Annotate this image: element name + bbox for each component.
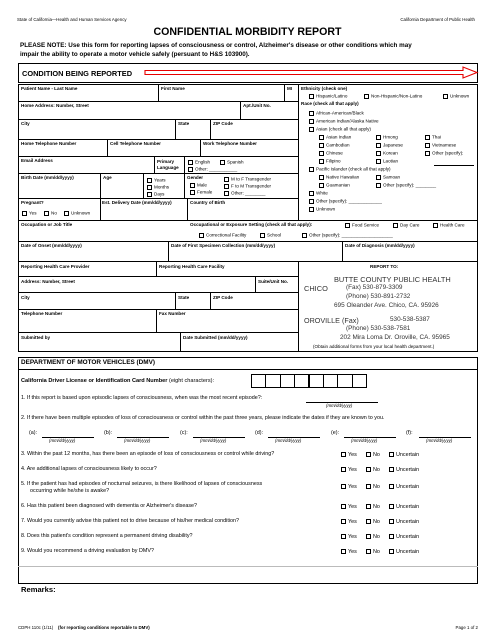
dmv-header: DEPARTMENT OF MOTOR VEHICLES (DMV) [21, 359, 155, 366]
date-a-format: (mm/dd/yyyy) [49, 438, 76, 443]
first-name-label: First Name [161, 86, 185, 91]
notice-line-2: impair the ability to operate a motor vehicle safely (persuant to H&S 103900). [20, 51, 250, 58]
question-3: 3. Within the past 12 months, has there been an episode of loss of consciousness or control while driving? [21, 451, 275, 457]
age-label: Age [103, 175, 112, 180]
m-to-f-option[interactable]: M to F Transgender [224, 177, 271, 182]
samoan-option[interactable]: Samoan [376, 175, 400, 180]
food-service-option[interactable]: Food Service [345, 223, 379, 228]
race-african-american-option[interactable]: African-American/Black [309, 111, 364, 116]
guamanian-option[interactable]: Guamanian [319, 183, 350, 188]
race-white-option[interactable]: White [309, 191, 328, 196]
mi-label: MI [287, 86, 293, 91]
primary-language-label: Primary [157, 159, 175, 164]
asian-indian-option[interactable]: Asian Indian [319, 135, 351, 140]
provider-state-label: State [178, 295, 190, 300]
q3-uncertain-option[interactable]: Uncertain [389, 452, 419, 458]
other-gender-option[interactable]: Other: ________ [224, 191, 265, 196]
q5-no-option[interactable]: No [366, 484, 380, 490]
submitted-by-label: Submitted by [21, 335, 51, 340]
page-number: Page 1 of 2 [455, 625, 478, 630]
health-care-option[interactable]: Health Care [433, 223, 465, 228]
date-f-format: (mm/dd/yyyy) [426, 438, 453, 443]
last-name-label: Patient Name - Last Name [21, 86, 78, 91]
condition-label: CONDITION BEING REPORTED [22, 69, 133, 78]
chico-phone: (Phone) 530-891-2732 [346, 293, 411, 300]
question-6: 6. Has this patient been diagnosed with dementia or Alzheimer's disease? [21, 503, 198, 509]
date-e-label: (e): [331, 430, 340, 436]
reporting-facility-label: Reporting Health Care Facility [159, 264, 225, 269]
provider-address-label: Address: Number, Street [21, 279, 75, 284]
day-care-option[interactable]: Day Care [393, 223, 419, 228]
chico-fax: (Fax) 530-879-3309 [346, 284, 403, 291]
delivery-date-label: Est. Delivery Date (mm/dd/yyyy) [102, 200, 172, 205]
asian-other-option[interactable]: Other (specify): [425, 151, 463, 156]
q6-no-option[interactable]: No [366, 504, 380, 510]
q4-uncertain-option[interactable]: Uncertain [389, 467, 419, 473]
red-arrow-icon [141, 66, 481, 79]
race-other-option[interactable]: Other (specify): _____________ [309, 199, 382, 204]
q8-yes-option[interactable]: Yes [341, 534, 357, 540]
question-8: 8. Does this patient's condition represent a permanent driving disability? [21, 533, 193, 539]
date-c-format: (mm/dd/yyyy) [200, 438, 227, 443]
occupation-label: Occupation or Job Title [21, 222, 73, 227]
q7-yes-option[interactable]: Yes [341, 519, 357, 525]
pregnant-label: Pregnant? [21, 200, 44, 205]
language-label: Language [157, 165, 179, 170]
notice-line-1: PLEASE NOTE: Use this form for reporting lapses of consciousness or control, Alzheimer's disease or other conditions which may [20, 42, 412, 49]
date-d-format: (mm/dd/yyyy) [275, 438, 302, 443]
cell-phone-label: Cell Telephone Number [110, 141, 161, 146]
reporting-provider-label: Reporting Health Care Provider [21, 264, 90, 269]
english-option[interactable]: English [188, 160, 210, 165]
ethnicity-unknown-option[interactable]: Unknown [443, 94, 469, 99]
years-option[interactable]: Years [147, 178, 166, 183]
question-9: 9. Would you recommend a driving evaluation by DMV? [21, 548, 154, 554]
question-4: 4. Are additional lapses of consciousness likely to occur? [21, 466, 157, 472]
state-label: State [178, 121, 190, 126]
correctional-option[interactable]: Correctional Facility [199, 233, 246, 238]
q8-uncertain-option[interactable]: Uncertain [389, 534, 419, 540]
exposure-label: Occupational or Exposure Setting (check all that apply): [190, 222, 313, 227]
days-option[interactable]: Days [147, 192, 164, 197]
q4-no-option[interactable]: No [366, 467, 380, 473]
page-title: CONFIDENTIAL MORBIDITY REPORT [153, 26, 342, 38]
agency-header: State of California—Health and Human Services Agency [17, 17, 127, 22]
oroville-label: OROVILLE (Fax) [304, 316, 359, 325]
pi-other-option[interactable]: Other (specify): ________ [376, 183, 436, 188]
months-option[interactable]: Months [147, 185, 169, 190]
korean-option[interactable]: Korean [376, 151, 398, 156]
ethnicity-label: Ethnicity (check one) [301, 86, 348, 91]
f-to-m-option[interactable]: F to M Transgender [224, 184, 271, 189]
license-label: California Driver License or Identification Card Number (eight characters): [21, 378, 215, 384]
q9-uncertain-option[interactable]: Uncertain [389, 549, 419, 555]
provider-zip-label: ZIP Code [213, 295, 233, 300]
q7-no-option[interactable]: No [366, 519, 380, 525]
question-2: 2. If there have been multiple episodes of loss of consciousness or control within the past three years, please indicate the dates if they are known to you. [21, 415, 385, 421]
footer-note: (for reporting conditions reportable to DMV) [58, 625, 150, 630]
pregnant-unknown-option[interactable]: Unknown [64, 211, 90, 216]
oroville-phone: (Phone) 530-538-7581 [346, 325, 411, 332]
provider-phone-label: Telephone Number [21, 311, 63, 316]
exposure-other-option[interactable]: Other (specify): ____________________ [302, 233, 393, 238]
zip-label: ZIP Code [213, 121, 233, 126]
pregnant-no-option[interactable]: No [44, 211, 57, 216]
hispanic-option[interactable]: Hispanic/Latino [309, 94, 347, 99]
date-a-label: (a): [29, 430, 38, 436]
q9-no-option[interactable]: No [366, 549, 380, 555]
school-option[interactable]: School [260, 233, 281, 238]
filipino-option[interactable]: Filipino [319, 159, 341, 164]
question-7: 7. Would you currently advise this patient not to drive because of his/her medical condition? [21, 518, 240, 524]
q9-yes-option[interactable]: Yes [341, 549, 357, 555]
date-b-label: (b): [104, 430, 113, 436]
suite-label: Suite/Unit No. [258, 279, 289, 284]
provider-fax-label: Fax Number [159, 311, 186, 316]
q7-uncertain-option[interactable]: Uncertain [389, 519, 419, 525]
date-c-label: (c): [180, 430, 188, 436]
date-d-label: (d): [255, 430, 264, 436]
question-1: 1. If this report is based upon episodic lapses of consciousness, when was the most recent episode?: [21, 395, 263, 401]
provider-city-label: City [21, 295, 30, 300]
q6-uncertain-option[interactable]: Uncertain [389, 504, 419, 510]
onset-date-label: Date of Onset (mm/dd/yyyy) [21, 243, 82, 248]
male-option[interactable]: Male [190, 183, 207, 188]
department-header: California Department of Public Health [400, 17, 475, 22]
laotian-option[interactable]: Laotian [376, 159, 398, 164]
oroville-address: 202 Mira Loma Dr. Oroville, CA. 95965 [340, 334, 450, 341]
oroville-fax: 530-538-5387 [390, 316, 430, 323]
home-address-label: Home Address: Number, Street [21, 103, 89, 108]
race-asian-option[interactable]: Asian (check all that apply) [309, 127, 371, 132]
remarks-label: Remarks: [21, 585, 56, 594]
q5-uncertain-option[interactable]: Uncertain [389, 484, 419, 490]
vietnamese-option[interactable]: Vietnamese [425, 143, 456, 148]
q6-yes-option[interactable]: Yes [341, 504, 357, 510]
female-option[interactable]: Female [190, 190, 212, 195]
apt-label: Apt./Unit No. [243, 103, 271, 108]
gender-label: Gender [187, 175, 204, 180]
q1-date-format: (mm/dd/yyyy) [326, 403, 353, 408]
date-b-format: (mm/dd/yyyy) [124, 438, 151, 443]
hmong-option[interactable]: Hmong [376, 135, 398, 140]
report-agency: BUTTE COUNTY PUBLIC HEALTH [334, 275, 451, 284]
email-label: Email Address [21, 158, 53, 163]
q8-no-option[interactable]: No [366, 534, 380, 540]
birth-date-label: Birth Date (mm/dd/yyyy) [21, 175, 74, 180]
home-phone-label: Home Telephone Number [21, 141, 77, 146]
additional-forms-note: (Obtain additional forms from your local health department.) [313, 344, 435, 349]
specimen-date-label: Date of First Specimen Collection (mm/dd/yyyy) [171, 243, 276, 248]
remarks-input[interactable] [60, 582, 478, 622]
race-unknown-option[interactable]: Unknown [309, 207, 335, 212]
non-hispanic-option[interactable]: Non-Hispanic/Non-Latino [364, 94, 422, 99]
pregnant-yes-option[interactable]: Yes [22, 211, 37, 216]
report-to-label: REPORT TO: [370, 264, 399, 269]
question-5-line-2: occurring while he/she is awake? [30, 488, 110, 494]
q5-yes-option[interactable]: Yes [341, 484, 357, 490]
chico-label: CHICO [304, 284, 328, 293]
native-hawaiian-option[interactable]: Native Hawaiian [319, 175, 359, 180]
japanese-option[interactable]: Japanese [376, 143, 403, 148]
date-f-label: (f): [406, 430, 413, 436]
cambodian-option[interactable]: Cambodian [319, 143, 350, 148]
question-5-line-1: 5. If the patient has had episodes of nocturnal seizures, is there likelihood of lapses of consciousness [21, 481, 263, 487]
chinese-option[interactable]: Chinese [319, 151, 343, 156]
race-pacific-islander-option[interactable]: Pacific Islander (check all that apply) [309, 167, 391, 172]
q3-no-option[interactable]: No [366, 452, 380, 458]
race-american-indian-option[interactable]: American Indian/Alaska Native [309, 119, 379, 124]
race-label: Race (check all that apply) [301, 101, 359, 106]
city-label: City [21, 121, 30, 126]
date-submitted-label: Date Submitted (mm/dd/yyyy) [183, 335, 248, 340]
form-number: CDPH 110c (1/11) [18, 625, 54, 630]
q4-yes-option[interactable]: Yes [341, 467, 357, 473]
spanish-option[interactable]: Spanish [220, 160, 244, 165]
other-language-option[interactable]: Other: ___________ [188, 167, 237, 172]
thai-option[interactable]: Thai [425, 135, 441, 140]
chico-address: 695 Oleander Ave. Chico, CA. 95926 [334, 302, 439, 309]
date-e-format: (mm/dd/yyyy) [351, 438, 378, 443]
diagnosis-date-label: Date of Diagnosis (mm/dd/yyyy) [345, 243, 415, 248]
q3-yes-option[interactable]: Yes [341, 452, 357, 458]
work-phone-label: Work Telephone Number [203, 141, 257, 146]
birth-country-label: Country of Birth [190, 200, 226, 205]
license-input[interactable] [251, 374, 367, 388]
